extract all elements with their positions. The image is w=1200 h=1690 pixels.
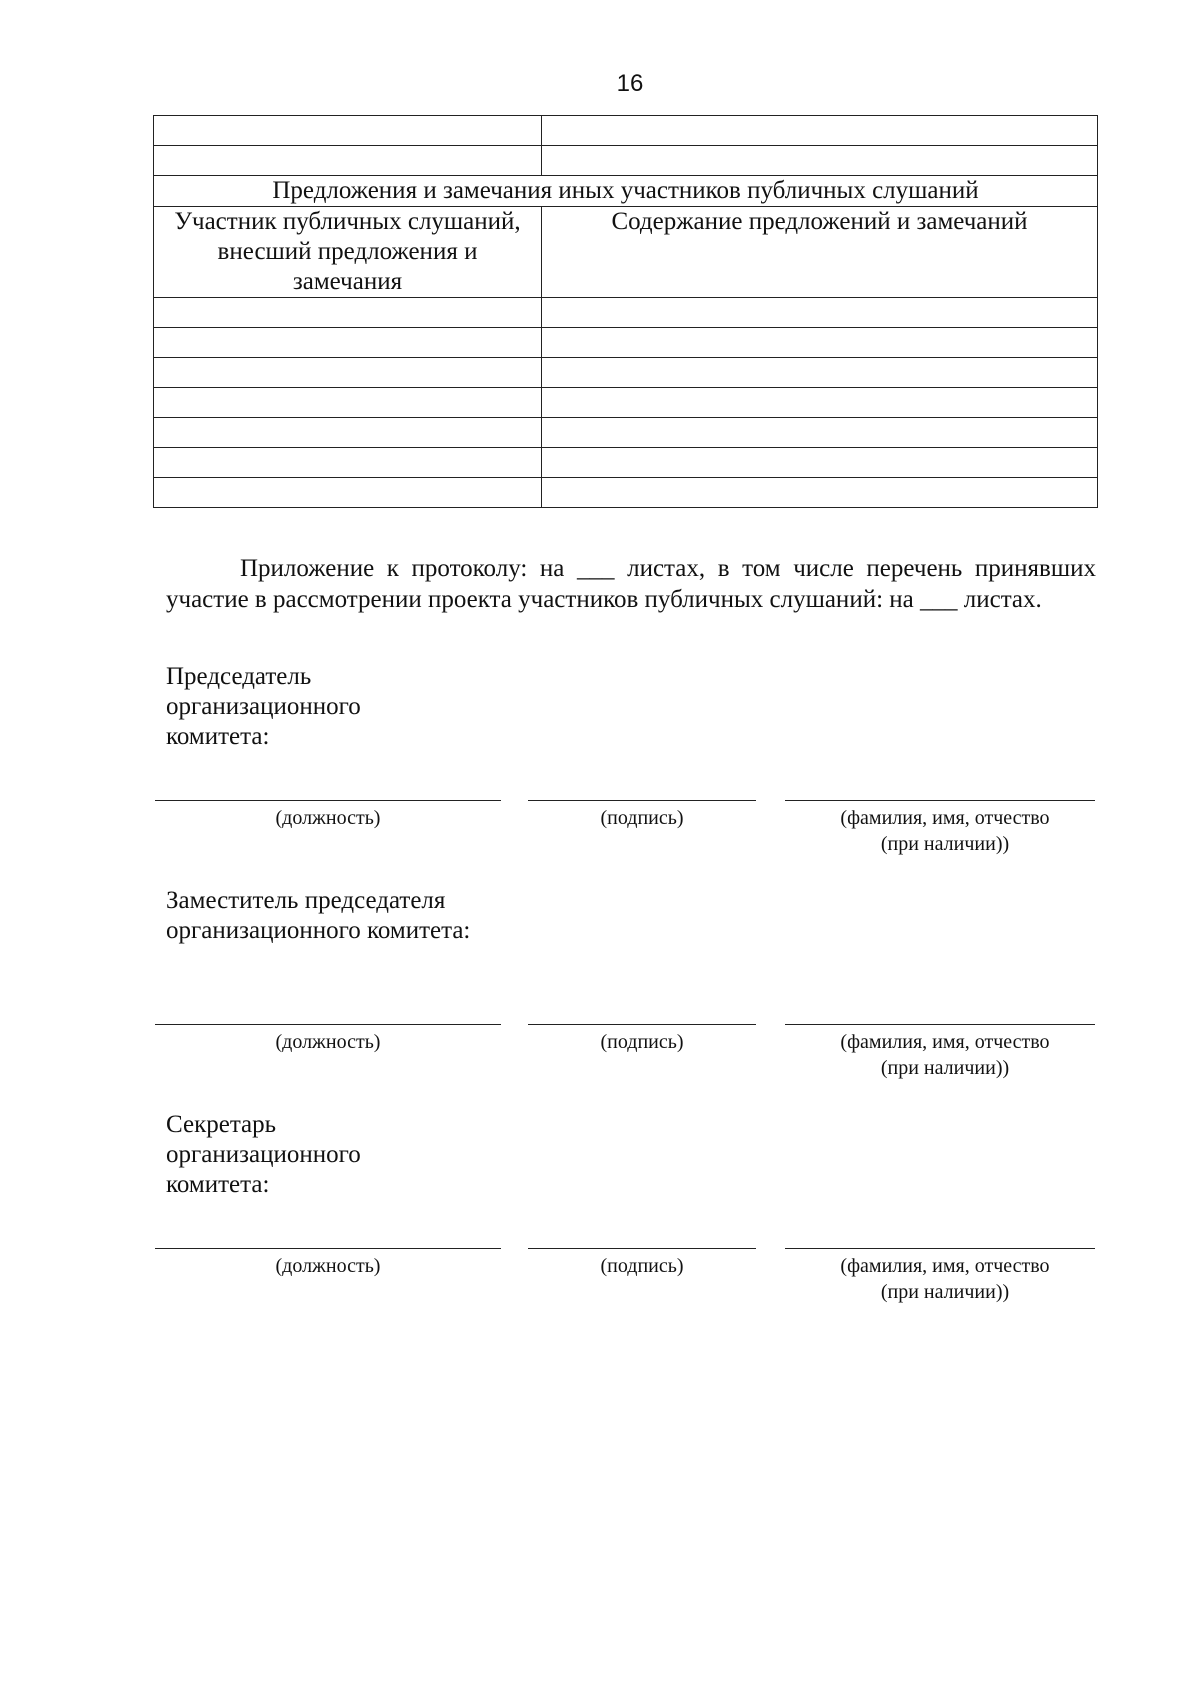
position-label: (должность) [275, 807, 381, 829]
table-cell [542, 328, 1098, 358]
name-label: (фамилия, имя, отчество [840, 807, 1050, 829]
table-row [154, 448, 1098, 478]
table-header-row [154, 207, 1098, 298]
name-line [785, 1024, 1095, 1025]
table-row [154, 146, 1098, 176]
table-row [154, 358, 1098, 388]
attachment-paragraph: Приложение к протоколу: на ___ листах, в том числе перечень принявших участие в рассмотрении проекта участников публичных слушаний: на ___ листах. [166, 555, 1096, 613]
table-row [154, 328, 1098, 358]
signature-label: (подпись) [600, 1255, 684, 1277]
name-line [785, 800, 1095, 801]
name-label: (фамилия, имя, отчество [840, 1255, 1050, 1277]
table-cell [154, 358, 542, 388]
position-line [155, 800, 501, 801]
table-row [154, 388, 1098, 418]
signature-line [528, 800, 756, 801]
name-label-note: (при наличии)) [880, 833, 1010, 855]
page-number: 16 [616, 70, 644, 97]
position-label: (должность) [275, 1031, 381, 1053]
table-cell [154, 298, 542, 328]
table-cell [542, 388, 1098, 418]
table-cell [542, 116, 1098, 146]
table-row [154, 478, 1098, 508]
signature-label: (подпись) [600, 1031, 684, 1053]
table-row [154, 116, 1098, 146]
table-cell [154, 418, 542, 448]
secretary-role: Секретарь организационного комитета: [166, 1111, 361, 1198]
chairman-role: Председатель организационного комитета: [166, 663, 361, 750]
signature-line [528, 1248, 756, 1249]
table-cell [154, 328, 542, 358]
name-line [785, 1248, 1095, 1249]
column-header-content: Содержание предложений и замечаний [542, 207, 1098, 298]
table-cell [542, 358, 1098, 388]
table-section-row [154, 176, 1098, 207]
table-cell [542, 418, 1098, 448]
proposals-table [153, 115, 1098, 508]
table-cell [542, 448, 1098, 478]
position-label: (должность) [275, 1255, 381, 1277]
table-cell [542, 298, 1098, 328]
name-label-note: (при наличии)) [880, 1057, 1010, 1079]
table-cell [154, 116, 542, 146]
table-row [154, 418, 1098, 448]
table-row [154, 298, 1098, 328]
table-cell [542, 146, 1098, 176]
table-cell [154, 448, 542, 478]
table-cell [154, 478, 542, 508]
table-cell [542, 478, 1098, 508]
name-label: (фамилия, имя, отчество [840, 1031, 1050, 1053]
signature-line [528, 1024, 756, 1025]
signature-label: (подпись) [600, 807, 684, 829]
table-section-title: Предложения и замечания иных участников публичных слушаний [154, 176, 1098, 207]
table-cell [154, 388, 542, 418]
position-line [155, 1248, 501, 1249]
deputy-chairman-role: Заместитель председателя организационного комитета: [166, 887, 471, 944]
position-line [155, 1024, 501, 1025]
column-header-participant: Участник публичных слушаний, внесший предложения и замечания [154, 207, 542, 298]
table-cell [154, 146, 542, 176]
name-label-note: (при наличии)) [880, 1281, 1010, 1303]
